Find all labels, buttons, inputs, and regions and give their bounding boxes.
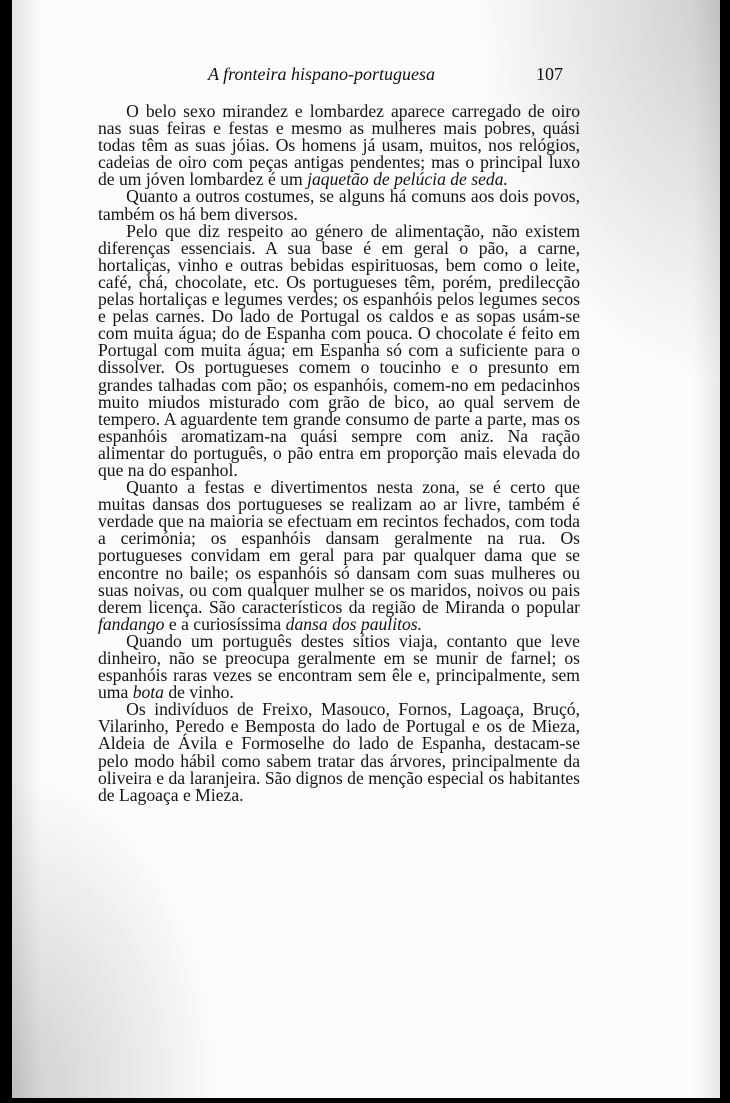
paragraph-travel [98,630,580,703]
paragraph-text: Pelo que diz respeito ao género de alimentação, não existem diferenças essenciais. A sua base é em geral o pão, a carne, hortaliças, vinho e outras bebidas espirituosas, bem como o leite, café, chá, chocolate, etc. Os portugueses têm, porém, predilecção pelas hortaliças e legumes verdes; os espanhóis pelos legumes secos e pelas carnes. Do lado de Portugal os caldos e as sopas usám-se com muita água; do de Espanha com pouca. O chocolate é feito em Portugal com muita água; em Espanha só com a suficiente para o dissolver. Os portugueses comem o toucinho e o presunto em grandes talhadas com pão; os espanhóis, comem-no em pedacinhos muito miudos misturado com grão de bico, ao qual servem de tempero. A aguardente tem grande consumo de parte a parte, mas os espanhóis aromatizam-na quási sempre com aniz. Na ração alimentar do português, o pão entra em proporção mais elevada do que na do espanhol. [98,220,580,480]
paragraph-jewelry [98,103,580,188]
paragraph-festivities [98,479,580,633]
italic-phrase: bota [132,682,164,703]
paragraph-text: e a curiosíssima [164,613,286,634]
italic-phrase: dansa dos paulitos. [285,613,423,634]
paragraph-text: Os indivíduos de Freixo, Masouco, Fornos, Lagoaça, Bruçó, Vilarinho, Peredo e Bemposta do lado de Portugal e os de Mieza, Aldeia de Ávila e Formoselhe do lado de Espanha, destacam-se pelo modo hábil como sabem tratar das árvores, principalmente da oliveira e da laranjeira. São dignos de menção especial os habitantes de Lagoaça e Mieza. [98,699,580,805]
body-text [98,103,580,804]
paragraph-text: Quanto a festas e divertimentos nesta zona, se é certo que muitas dansas dos portugueses se realizam ao ar livre, também é verdade que na maioria se efectuam em recintos fechados, com toda a cerimónia; os espanhóis dansam geralmente na rua. Os portugueses convidam em geral para par qualquer dama que se encontre no baile; os espanhóis só dansam com suas mulheres ou suas noivas, ou com qualquer mulher se os maridos, noivos ou pais derem licença. São característicos da região de Miranda o popular [98,477,580,617]
running-title: A fronteira hispano-portuguesa [208,64,436,84]
paragraph-text: de vinho. [163,682,234,703]
paragraph-text: O belo sexo mirandez e lombardez aparece carregado de oiro nas suas feiras e festas e mesmo as mulheres mais pobres, quási todas têm as suas jóias. Os homens já usam, muitos, nos relógios, cadeias de oiro com peças antigas pendentes; mas o principal luxo de um jóven lombardez é um [98,101,580,190]
paragraph-text: Quando um português destes sítios viaja, contanto que leve dinheiro, não se preocupa geralmente em se munir de farnel; os espanhóis raras vezes se encontram sem êle e, principalmente, sem uma [98,630,580,703]
page-number: 107 [536,64,563,84]
italic-phrase: fandango [98,613,165,634]
paragraph-food [98,220,580,480]
paragraph-text: Quanto a outros costumes, se alguns há comuns aos dois povos, também os há bem diversos. [98,186,580,224]
running-header [12,64,720,88]
italic-phrase: jaquetão de pelúcia de seda. [307,169,508,190]
paragraph-customs [98,188,580,222]
paragraph-trees [98,701,580,804]
book-page [12,0,720,1098]
